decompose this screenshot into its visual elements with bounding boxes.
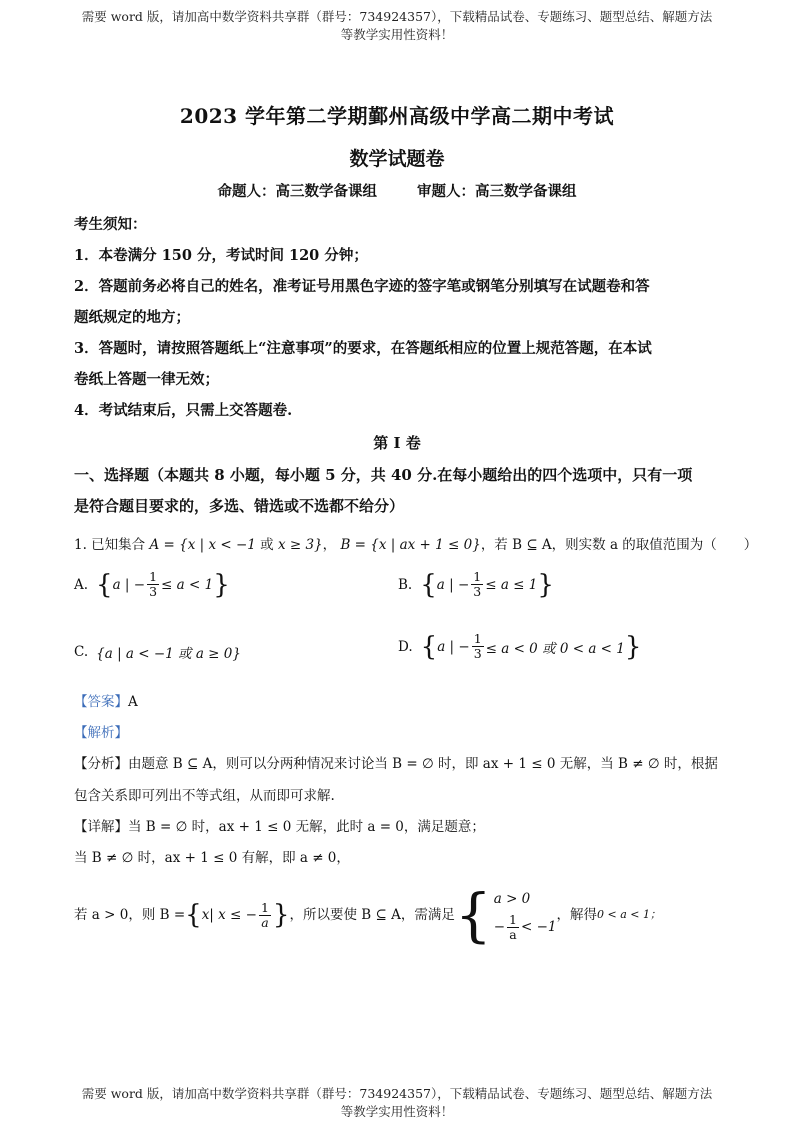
option-d[interactable]: D. { a | − $\frac{1}{3}$ ≤ a < 0 或 0 < a < 1 } xyxy=(398,631,642,662)
option-a-label: A. xyxy=(74,576,89,593)
exam-subtitle: 数学试题卷 xyxy=(349,148,445,170)
fenxi-line-1 xyxy=(74,754,718,774)
line3-fraction: $\frac{1}{a}$ xyxy=(260,899,269,930)
xiangjie-text-1: 当 B = ∅ 时，ax + 1 ≤ 0 无解，此时 a = 0，满足题意； xyxy=(128,819,485,835)
option-b-pre: a | − xyxy=(436,576,470,593)
sys-row-2: − $\frac{1}{a}$ < −1 xyxy=(493,911,557,942)
fenxi-line-2: 包含关系即可列出不等式组，从而即可求解. xyxy=(74,788,335,804)
xiangjie-line-2: 当 B ≠ ∅ 时，ax + 1 ≤ 0 有解，即 a ≠ 0， xyxy=(74,850,350,866)
notice-item-2a: 2．答题前务必将自己的姓名，准考证号用黑色字迹的签字笔或钢笔分别填写在试题卷和答 xyxy=(74,278,650,295)
line3-result: 0 < a < 1； xyxy=(597,908,661,921)
banner-line-2: 等教学实用性资料！ xyxy=(340,27,454,42)
footer-line-2: 等教学实用性资料！ xyxy=(340,1104,454,1119)
notice-block xyxy=(74,209,724,426)
notice-item-1: 1．本卷满分 150 分，考试时间 120 分钟； xyxy=(74,247,368,264)
notice-item-2b: 题纸规定的地方； xyxy=(74,309,190,326)
fenxi-tag: 【分析】 xyxy=(74,756,128,772)
option-a[interactable]: A. { a | − $\frac{1}{3}$ ≤ a < 1 } xyxy=(74,569,230,600)
option-d-post: ≤ a < 0 或 0 < a < 1 xyxy=(485,640,625,657)
option-b[interactable]: B. { a | − $\frac{1}{3}$ ≤ a ≤ 1 } xyxy=(398,569,554,600)
inequality-system: { a > 0 − $\frac{1}{a}$ < −1 xyxy=(454,881,557,949)
sys-row-1: a > 0 xyxy=(493,890,531,907)
option-d-pre: a | − xyxy=(437,638,470,655)
q1-set-b: B = {x | ax + 1 ≤ 0} xyxy=(340,537,481,553)
xiangjie-line-3: 若 a > 0，则 B = { x| x ≤ − $\frac{1}{a}$ } ，所以要使 B ⊆ A，需满足 { a > 0 − $\frac{1}{a}$ < −1 ，解得 0 < a < 1； xyxy=(74,881,661,949)
analysis-heading xyxy=(74,723,128,743)
section-line-2: 是符合题目要求的，多选、错选或不选都不给分） xyxy=(74,497,405,515)
volume-heading: 第 I 卷 xyxy=(373,434,421,452)
xiangjie-tag: 【详解】 xyxy=(74,819,128,835)
option-c-label: C. xyxy=(74,644,89,660)
notice-item-4: 4．考试结束后，只需上交答题卷. xyxy=(74,402,293,419)
banner-line-1: 需要 word 版，请加高中数学资料共享群（群号：734924357），下载精品试卷、专题练习、题型总结、解题方法 xyxy=(81,9,713,24)
line3-set: x| x ≤ − xyxy=(201,907,257,923)
option-c[interactable] xyxy=(74,642,241,662)
author: 命题人：高三数学备课组 xyxy=(217,183,377,200)
fenxi-text-1: 由题意 B ⊆ A，则可以分两种情况来讨论当 B = ∅ 时，即 ax + 1 ≤ 0 无解，当 B ≠ ∅ 时，根据 xyxy=(128,756,718,772)
notice-item-3b: 卷纸上答题一律无效； xyxy=(74,371,219,388)
option-a-fraction: $\frac{1}{3}$ xyxy=(149,569,158,599)
exam-title: 2023 学年第二学期鄞州高级中学高二期中考试 xyxy=(179,104,615,128)
answer-tag: 【答案】 xyxy=(74,694,128,710)
line3-pre: 若 a > 0，则 B = xyxy=(74,907,186,923)
line3-mid: ，所以要使 B ⊆ A，需满足 xyxy=(289,907,455,923)
option-b-label: B. xyxy=(398,576,413,593)
q1-set-a: A = {x | x < −1 xyxy=(149,537,256,553)
q1-or: 或 xyxy=(260,537,274,553)
footer-banner xyxy=(0,1085,794,1121)
option-b-post: ≤ a ≤ 1 xyxy=(485,576,538,593)
xiangjie-line-1 xyxy=(74,817,485,837)
option-b-fraction: $\frac{1}{3}$ xyxy=(473,569,482,599)
question-1-stem xyxy=(74,535,757,555)
footer-line-1: 需要 word 版，请加高中数学资料共享群（群号：734924357），下载精品试卷、专题练习、题型总结、解题方法 xyxy=(81,1086,713,1101)
section-heading xyxy=(74,460,724,522)
line3-post: ，解得 xyxy=(556,907,598,923)
reviewer: 审题人：高三数学备课组 xyxy=(417,183,577,200)
option-d-fraction: $\frac{1}{3}$ xyxy=(473,631,482,661)
authors-line xyxy=(0,180,794,201)
notice-heading: 考生须知： xyxy=(74,216,147,233)
header-banner xyxy=(0,8,794,44)
option-a-pre: a | − xyxy=(112,576,146,593)
answer-line xyxy=(74,692,138,712)
answer-value: A xyxy=(128,694,138,710)
option-c-text: {a | a < −1 或 a ≥ 0} xyxy=(96,646,241,662)
q1-comma: ， xyxy=(322,537,337,553)
section-line-1: 一、选择题（本题共 8 小题，每小题 5 分，共 40 分.在每小题给出的四个选项中，只有一项 xyxy=(74,466,693,484)
q1-set-a2: x ≥ 3} xyxy=(277,537,323,553)
q1-condition: ，若 B ⊆ A，则实数 a 的取值范围为（ ） xyxy=(480,537,758,553)
notice-item-3a: 3．答题时，请按照答题纸上“注意事项”的要求，在答题纸相应的位置上规范答题，在本试 xyxy=(74,340,652,357)
option-a-post: ≤ a < 1 xyxy=(161,576,214,593)
analysis-tag: 【解析】 xyxy=(74,725,128,741)
option-d-label: D. xyxy=(398,638,413,655)
q1-prefix: 1. 已知集合 xyxy=(74,537,146,553)
